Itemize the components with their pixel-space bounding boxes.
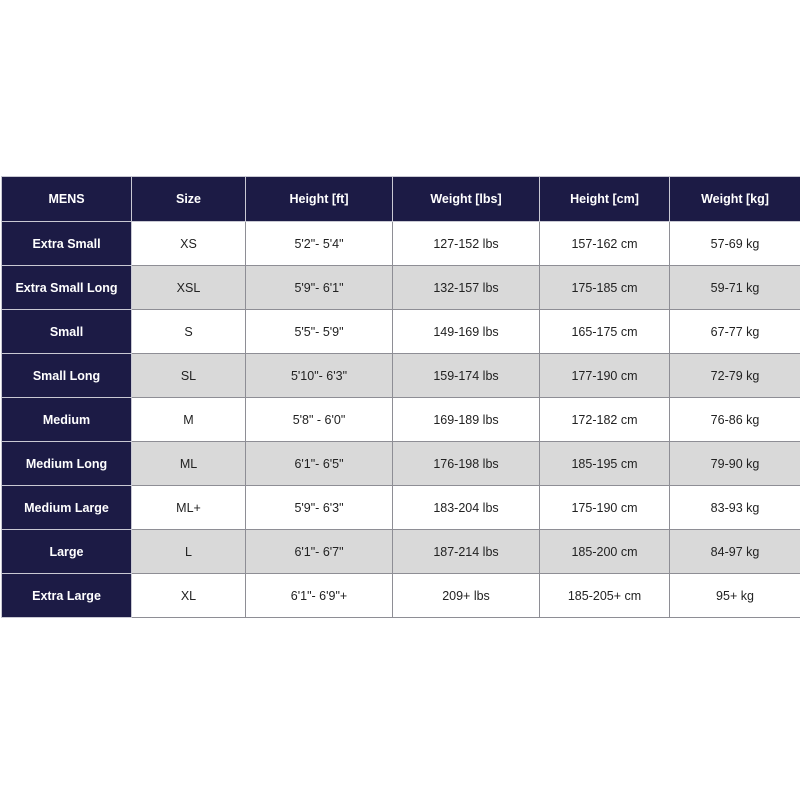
table-row	[2, 486, 800, 530]
header-weight-lbs: Weight [lbs]	[393, 177, 540, 222]
cell-height-cm: 185-200 cm	[540, 530, 670, 574]
cell-size: XS	[132, 222, 246, 266]
table-row	[2, 398, 800, 442]
cell-weight-kg: 72-79 kg	[670, 354, 800, 398]
cell-size: L	[132, 530, 246, 574]
row-label: Small	[2, 310, 132, 354]
table-row	[2, 310, 800, 354]
table-row	[2, 530, 800, 574]
cell-weight-lbs: 176-198 lbs	[393, 442, 540, 486]
cell-height-ft: 5'10"- 6'3"	[246, 354, 393, 398]
cell-weight-lbs: 183-204 lbs	[393, 486, 540, 530]
cell-height-cm: 185-205+ cm	[540, 574, 670, 618]
table-row	[2, 442, 800, 486]
cell-height-ft: 5'2"- 5'4"	[246, 222, 393, 266]
cell-weight-kg: 67-77 kg	[670, 310, 800, 354]
cell-weight-lbs: 187-214 lbs	[393, 530, 540, 574]
cell-size: S	[132, 310, 246, 354]
cell-weight-kg: 79-90 kg	[670, 442, 800, 486]
size-chart-table	[1, 176, 800, 618]
cell-height-ft: 6'1"- 6'5"	[246, 442, 393, 486]
row-label: Extra Small Long	[2, 266, 132, 310]
cell-weight-kg: 76-86 kg	[670, 398, 800, 442]
cell-weight-kg: 84-97 kg	[670, 530, 800, 574]
cell-height-ft: 5'5"- 5'9"	[246, 310, 393, 354]
row-label: Medium Long	[2, 442, 132, 486]
header-row	[2, 177, 800, 222]
cell-size: ML+	[132, 486, 246, 530]
cell-size: XL	[132, 574, 246, 618]
cell-size: SL	[132, 354, 246, 398]
cell-height-ft: 5'9"- 6'1"	[246, 266, 393, 310]
row-label: Medium	[2, 398, 132, 442]
cell-height-ft: 5'9"- 6'3"	[246, 486, 393, 530]
table-body	[2, 222, 800, 618]
cell-height-cm: 172-182 cm	[540, 398, 670, 442]
cell-height-cm: 175-185 cm	[540, 266, 670, 310]
cell-size: M	[132, 398, 246, 442]
cell-weight-lbs: 209+ lbs	[393, 574, 540, 618]
header-size: Size	[132, 177, 246, 222]
cell-height-cm: 185-195 cm	[540, 442, 670, 486]
table-row	[2, 574, 800, 618]
cell-weight-lbs: 127-152 lbs	[393, 222, 540, 266]
row-label: Large	[2, 530, 132, 574]
table-row	[2, 354, 800, 398]
cell-height-ft: 5'8" - 6'0"	[246, 398, 393, 442]
header-height-cm: Height [cm]	[540, 177, 670, 222]
cell-height-ft: 6'1"- 6'7"	[246, 530, 393, 574]
table-row	[2, 222, 800, 266]
header-mens: MENS	[2, 177, 132, 222]
header-weight-kg: Weight [kg]	[670, 177, 800, 222]
cell-height-cm: 175-190 cm	[540, 486, 670, 530]
cell-height-cm: 165-175 cm	[540, 310, 670, 354]
cell-weight-kg: 95+ kg	[670, 574, 800, 618]
cell-weight-lbs: 149-169 lbs	[393, 310, 540, 354]
cell-weight-lbs: 169-189 lbs	[393, 398, 540, 442]
row-label: Extra Large	[2, 574, 132, 618]
cell-size: XSL	[132, 266, 246, 310]
cell-height-cm: 177-190 cm	[540, 354, 670, 398]
cell-weight-lbs: 159-174 lbs	[393, 354, 540, 398]
cell-height-ft: 6'1"- 6'9"+	[246, 574, 393, 618]
cell-weight-kg: 59-71 kg	[670, 266, 800, 310]
header-height-ft: Height [ft]	[246, 177, 393, 222]
table-header	[2, 177, 800, 222]
row-label: Medium Large	[2, 486, 132, 530]
cell-height-cm: 157-162 cm	[540, 222, 670, 266]
cell-weight-kg: 83-93 kg	[670, 486, 800, 530]
row-label: Extra Small	[2, 222, 132, 266]
cell-weight-lbs: 132-157 lbs	[393, 266, 540, 310]
row-label: Small Long	[2, 354, 132, 398]
cell-weight-kg: 57-69 kg	[670, 222, 800, 266]
cell-size: ML	[132, 442, 246, 486]
table-row	[2, 266, 800, 310]
